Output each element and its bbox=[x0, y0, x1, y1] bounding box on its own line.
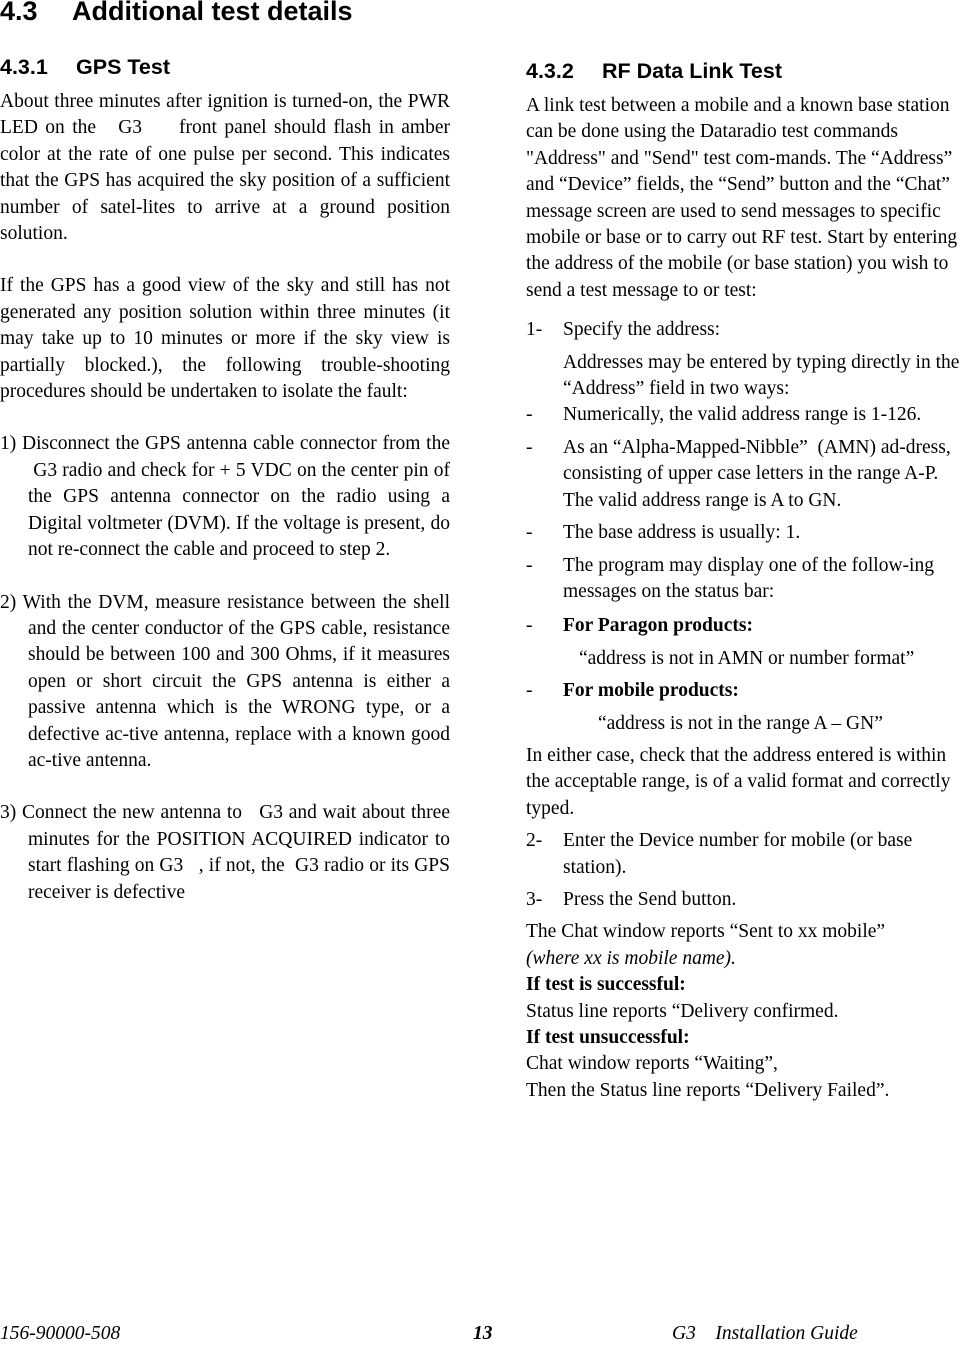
rf-bullet-numeric bbox=[526, 402, 972, 428]
rf-step-3 bbox=[526, 887, 972, 913]
gps-step-1: 1) Disconnect the GPS antenna cable connector from the G3 radio and check for + 5 VDC on the center pin of the GPS antenna connector on the radio using a Digital voltmeter (DVM). If the voltage is present, do not re-connect the cable and proceed to step 2. bbox=[0, 433, 450, 561]
rf-success-label: If test is successful: bbox=[526, 974, 686, 996]
rf-success-text: Status line reports “Delivery confirmed. bbox=[526, 1000, 839, 1022]
gps-paragraph-1: About three minutes after ignition is turned-on, the PWR LED on the G3 front panel should flash in amber color at the rate of one pulse per second. This indicates that the GPS has acquired the sky position of a sufficient number of satel-lites to arrive at a ground position solution. bbox=[0, 91, 450, 245]
dash-marker: - bbox=[526, 680, 533, 702]
rf-mobile-message bbox=[526, 711, 972, 737]
rf-fail-text-1: Chat window reports “Waiting”, bbox=[526, 1053, 778, 1075]
paragon-label: For Paragon products: bbox=[563, 615, 753, 637]
rf-mobile-item bbox=[526, 678, 972, 704]
mobile-message: “address is not in the range A – GN” bbox=[598, 712, 883, 734]
bullet-text: The base address is usually: 1. bbox=[563, 522, 801, 544]
rf-test-body bbox=[526, 93, 972, 1104]
bullet-text: Numerically, the valid address range is 1-126. bbox=[563, 404, 922, 426]
rf-intro: A link test between a mobile and a known base station can be done using the Dataradio test commands "Address" and "Send" test com-mands. The “Address” and “Device” fields, the “Send” button and the “Chat” message screen are used to send messages to specific mobile or base or to carry out RF test. Start by entering the address of the mobile (or base station) you wish to send a test message to or test: bbox=[526, 95, 958, 301]
rf-test-title: RF Data Link Test bbox=[602, 59, 782, 83]
step-marker: 1- bbox=[526, 319, 543, 341]
section-title: Additional test details bbox=[72, 0, 353, 26]
bullet-text: The program may display one of the follow-ing messages on the status bar: bbox=[563, 554, 934, 602]
rf-step-2 bbox=[526, 828, 972, 881]
rf-either-case: In either case, check that the address entered is within the acceptable range, is of a valid format and correctly typed. bbox=[526, 744, 951, 819]
footer-page-number: 13 bbox=[473, 1323, 493, 1344]
step-text: Specify the address: bbox=[563, 319, 721, 341]
section-number: 4.3 bbox=[0, 0, 38, 26]
rf-bullet-amn bbox=[526, 435, 972, 514]
footer-guide-title: G3 Installation Guide bbox=[672, 1323, 858, 1344]
gps-test-heading bbox=[0, 55, 170, 80]
rf-fail-text-2: Then the Status line reports “Delivery Failed”. bbox=[526, 1079, 890, 1101]
footer-doc-number: 156-90000-508 bbox=[0, 1323, 121, 1344]
dash-marker: - bbox=[526, 554, 533, 576]
step-text: Enter the Device number for mobile (or base station). bbox=[563, 830, 913, 878]
step-detail-text: Addresses may be entered by typing directly in the “Address” field in two ways: bbox=[563, 351, 960, 400]
step-marker: 2- bbox=[526, 830, 543, 852]
section-heading bbox=[0, 0, 353, 27]
paragon-message: “address is not in AMN or number format” bbox=[579, 647, 915, 669]
gps-paragraph-2: If the GPS has a good view of the sky and still has not generated any position solution within three minutes (it may take up to 10 minutes or more if the sky view is partially blocked.), the following trouble-shooting procedures should be undertaken to isolate the fault: bbox=[0, 275, 450, 403]
mobile-label: For mobile products: bbox=[563, 680, 739, 702]
rf-bullet-messages bbox=[526, 553, 972, 606]
dash-marker: - bbox=[526, 522, 533, 544]
gps-test-number: 4.3.1 bbox=[0, 55, 48, 79]
rf-test-number: 4.3.2 bbox=[526, 59, 574, 83]
step-text: Press the Send button. bbox=[563, 888, 737, 910]
rf-chat-report: The Chat window reports “Sent to xx mobile” bbox=[526, 921, 886, 943]
page-footer bbox=[0, 1323, 972, 1353]
rf-bullet-base-address bbox=[526, 520, 972, 546]
gps-step-3: 3) Connect the new antenna to G3 and wait about three minutes for the POSITION ACQUIRED indicator to start flashing on G3 , if not, the G3 radio or its GPS receiver is defective bbox=[0, 802, 450, 903]
rf-step-1 bbox=[526, 317, 972, 343]
rf-paragon-item bbox=[526, 613, 972, 639]
rf-test-heading bbox=[526, 59, 782, 84]
rf-fail-label: If test unsuccessful: bbox=[526, 1027, 690, 1048]
gps-step-2: 2) With the DVM, measure resistance between the shell and the center conductor of the GPS cable, resistance should be between 100 and 300 Ohms, if it measures open or short circuit the GPS antenna is either a passive antenna which is the WRONG type, or a defective ac-tive antenna, replace with a known good ac-tive antenna. bbox=[0, 591, 450, 771]
rf-step-1-detail bbox=[526, 350, 972, 403]
gps-test-title: GPS Test bbox=[76, 55, 170, 79]
step-marker: 3- bbox=[526, 888, 543, 910]
rf-chat-note: (where xx is mobile name). bbox=[526, 947, 736, 969]
dash-marker: - bbox=[526, 615, 533, 637]
dash-marker: - bbox=[526, 404, 533, 426]
bullet-text: As an “Alpha-Mapped-Nibble” (AMN) ad-dress, consisting of upper case letters in the range A-P. The valid address range is A to GN. bbox=[563, 436, 951, 511]
gps-test-body bbox=[0, 89, 450, 906]
dash-marker: - bbox=[526, 436, 533, 458]
rf-paragon-message bbox=[526, 646, 972, 672]
